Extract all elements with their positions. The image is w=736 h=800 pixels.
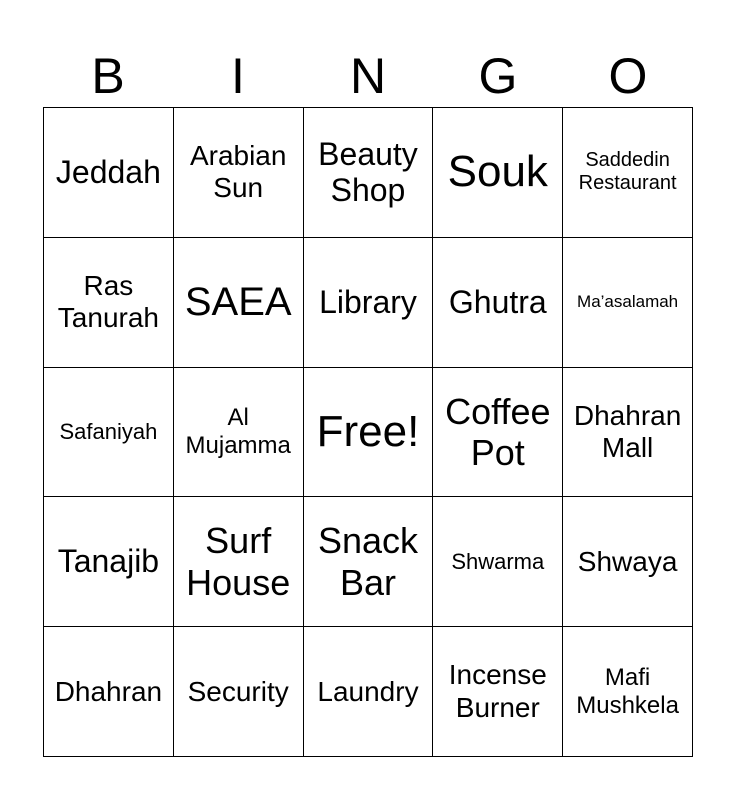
bingo-cell[interactable]: Mafi Mushkela [563, 627, 693, 757]
bingo-cell[interactable]: Ma’asalamah [563, 238, 693, 368]
bingo-cell[interactable]: SAEA [174, 238, 304, 368]
bingo-cell[interactable]: Saddedin Restaurant [563, 108, 693, 238]
bingo-cell[interactable]: Snack Bar [304, 497, 434, 627]
bingo-header [43, 45, 693, 107]
bingo-cell[interactable]: Incense Burner [433, 627, 563, 757]
bingo-card-grid [43, 107, 693, 757]
header-letter-g: G [478, 48, 518, 104]
bingo-cell[interactable]: Arabian Sun [174, 108, 304, 238]
bingo-cell[interactable]: Dhahran Mall [563, 368, 693, 498]
bingo-cell[interactable]: Laundry [304, 627, 434, 757]
bingo-cell[interactable]: Jeddah [44, 108, 174, 238]
bingo-cell[interactable]: Dhahran [44, 627, 174, 757]
bingo-cell[interactable]: Ras Tanurah [44, 238, 174, 368]
header-letter-o: O [608, 48, 648, 104]
bingo-cell[interactable]: Tanajib [44, 497, 174, 627]
bingo-cell[interactable]: Coffee Pot [433, 368, 563, 498]
bingo-cell[interactable]: Surf House [174, 497, 304, 627]
bingo-cell[interactable]: Shwarma [433, 497, 563, 627]
header-letter-n: N [349, 48, 387, 104]
bingo-cell[interactable]: Safaniyah [44, 368, 174, 498]
header-letter-i: I [231, 48, 245, 104]
bingo-cell[interactable]: Security [174, 627, 304, 757]
bingo-cell[interactable]: Beauty Shop [304, 108, 434, 238]
bingo-cell[interactable]: Souk [433, 108, 563, 238]
header-letter-b: B [91, 48, 125, 104]
bingo-cell[interactable]: Library [304, 238, 434, 368]
free-space-cell[interactable]: Free! [304, 368, 434, 498]
bingo-cell[interactable]: Al Mujamma [174, 368, 304, 498]
bingo-cell[interactable]: Shwaya [563, 497, 693, 627]
bingo-cell[interactable]: Ghutra [433, 238, 563, 368]
